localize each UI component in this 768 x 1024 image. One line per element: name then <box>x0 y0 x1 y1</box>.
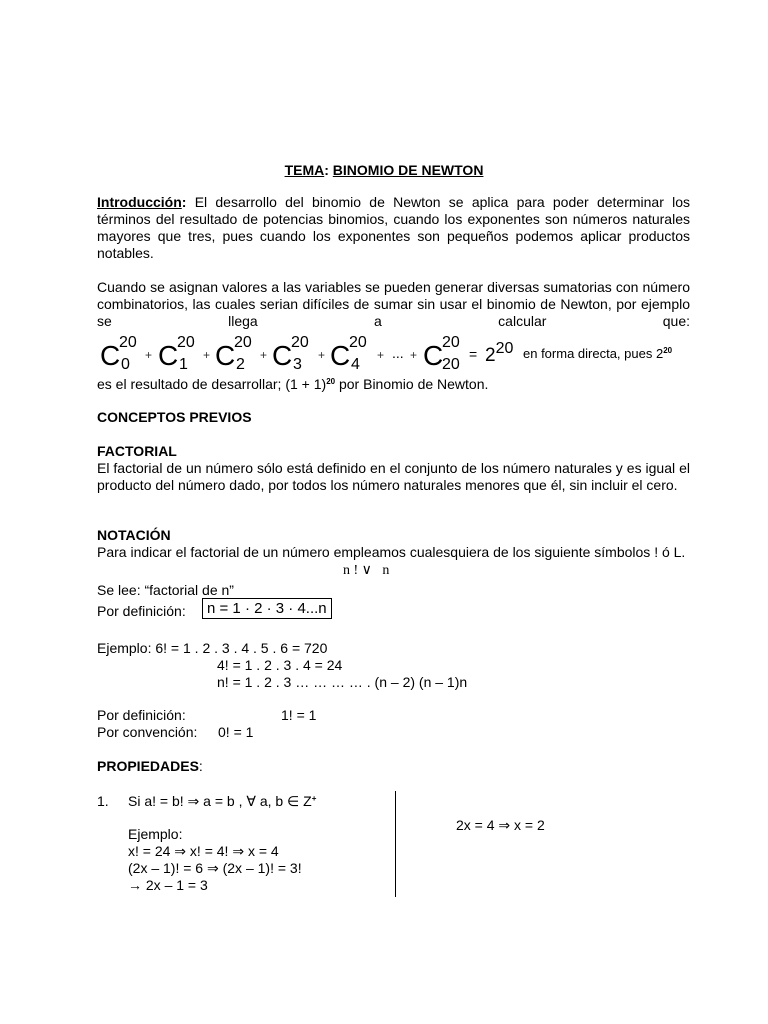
def-label: Por definición: <box>97 603 186 619</box>
prop1-statement: Si a! = b! ⇒ a = b , ∀ a, b ∈ Z+ <box>128 793 317 809</box>
prop1-ejemplo-1: x! = 24 ⇒ x! = 4! ⇒ x = 4 <box>128 843 279 859</box>
intro-text: El desarrollo del binomio de Newton se aplica para poder determinar los términos del resultado de potencias binomios, cuando los exponentes son números naturales mayores que tres, pues cuando los exponentes son pequeños podemos aplicar productos notables. <box>97 194 690 261</box>
ejemplo-line-1: Ejemplo: 6! = 1 . 2 . 3 . 4 . 5 . 6 = 720 <box>97 640 328 656</box>
ejemplo-line-2: 4! = 1 . 2 . 3 . 4 = 24 <box>217 657 343 673</box>
factorial-paragraph: El factorial de un número sólo está definido en el conjunto de los número naturales y es igual el producto del número dado, por todos los número naturales menores que él, sin incluir el cero. <box>97 460 690 493</box>
por-convencion-label: Por convención: <box>97 724 198 740</box>
por-definicion-value: 1! = 1 <box>281 707 317 723</box>
resultado-line: es el resultado de desarrollar; $(1 + 1)^{20}$ por Binomio de Newton. <box>97 376 489 392</box>
page-title <box>0 162 768 178</box>
title-topic: BINOMIO DE NEWTON <box>332 162 484 178</box>
se-lee-line: Se lee: “factorial de n” <box>97 582 234 598</box>
term-c1: C 20 1 <box>158 334 195 373</box>
intro-label: Introducción <box>97 194 182 210</box>
conceptos-heading: CONCEPTOS PREVIOS <box>97 409 252 425</box>
por-convencion-value: 0! = 1 <box>218 724 254 740</box>
definition-box: n = 1 · 2 · 3 · 4...n <box>202 600 332 617</box>
ejemplo-line-3: n! = 1 . 2 . 3 … … … … . (n – 2) (n – 1)n <box>217 674 468 690</box>
term-c4: C 20 4 <box>330 334 367 373</box>
notacion-heading: NOTACIÓN <box>97 527 171 543</box>
propiedades-heading: PROPIEDADES: <box>97 758 203 774</box>
prop1-ejemplo-3: → 2x – 1 = 3 <box>128 877 208 893</box>
notacion-text: Para indicar el factorial de un número empleamos cualesquiera de los siguiente símbolos ! ó L. <box>97 544 686 560</box>
term-c0: C 20 0 <box>100 334 137 373</box>
term-c3: C 20 3 <box>272 334 309 373</box>
factorial-heading: FACTORIAL <box>97 443 177 459</box>
column-divider <box>395 791 396 897</box>
formula-tail: en forma directa, pues $2^{20}$ <box>523 346 673 361</box>
prop1-number: 1. <box>97 793 109 809</box>
result-power: $2^{20}$ <box>485 340 514 366</box>
prop1-ejemplo-2: (2x – 1)! = 6 ⇒ (2x – 1)! = 3! <box>128 860 302 876</box>
term-c20: C 20 20 <box>423 334 460 373</box>
intro-colon: : <box>181 194 187 210</box>
sumatorias-paragraph: Cuando se asignan valores a las variables se pueden generar diversas sumatorias con número combinatorios, las cuales serian difíciles de sumar sin usar el binomio de Newton, por ejemplo se llega a calcular que: <box>97 279 690 329</box>
term-c2: C 20 2 <box>215 334 252 373</box>
title-colon: : <box>324 162 329 178</box>
intro-paragraph <box>97 194 690 262</box>
prop1-right-result: 2x = 4 ⇒ x = 2 <box>456 817 545 833</box>
por-definicion-label: Por definición: <box>97 707 186 723</box>
notation-symbols: n ! ∨ n <box>343 563 390 578</box>
prop1-ejemplo-label: Ejemplo: <box>128 826 183 842</box>
title-tema: TEMA <box>284 162 325 178</box>
